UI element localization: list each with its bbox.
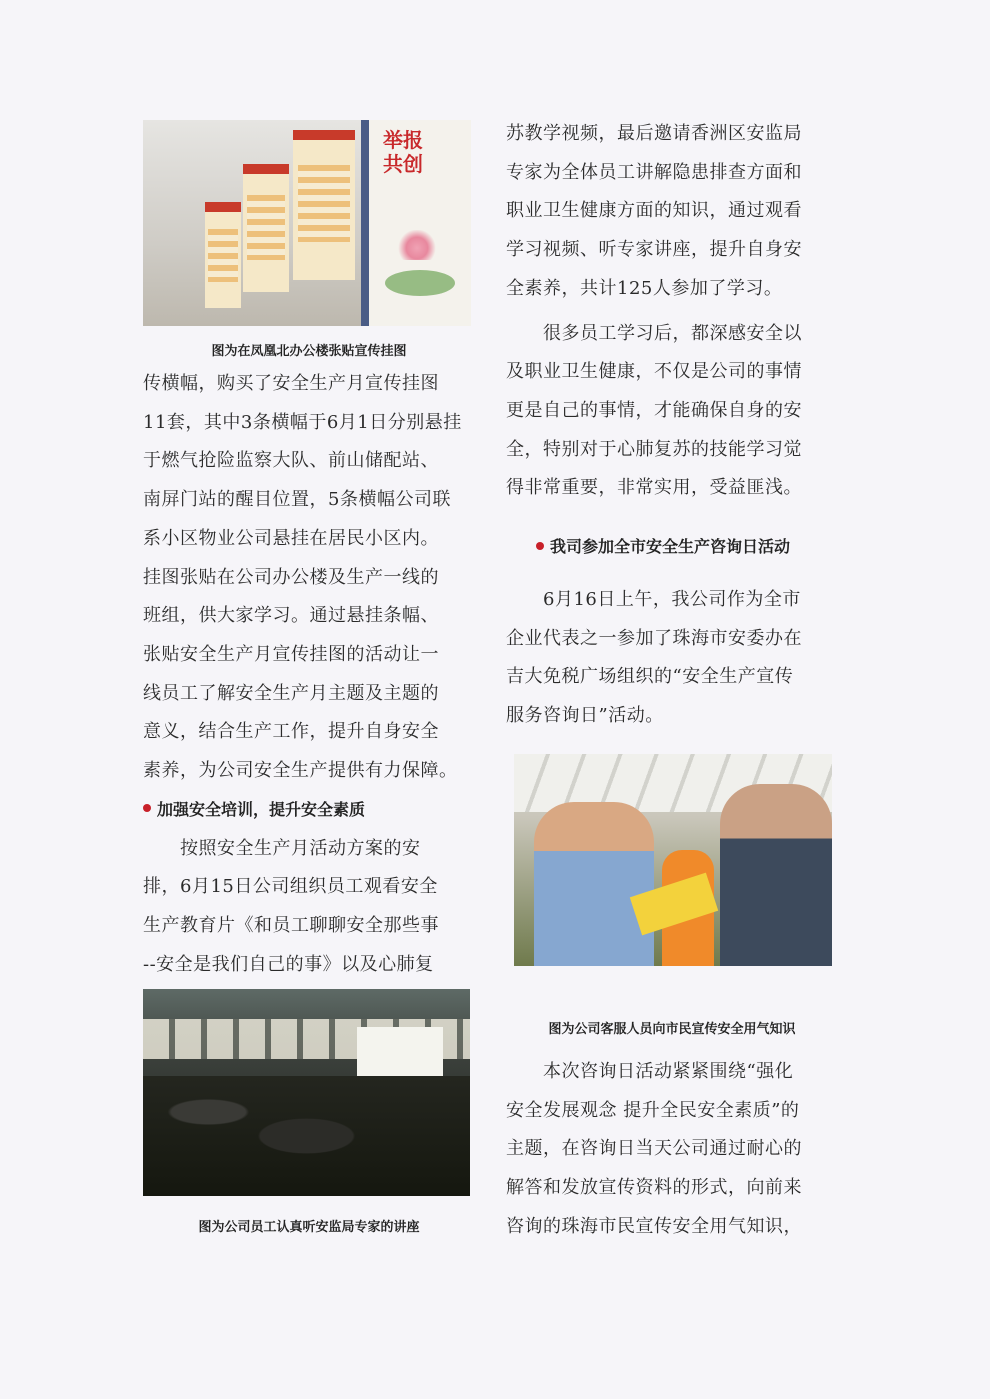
caption-posters: 图为在凤凰北办公楼张贴宣传挂图 (211, 344, 407, 359)
consultation-photo (514, 754, 832, 966)
text-line: 系小区物业公司悬挂在居民小区内。 (143, 527, 439, 549)
text-line: 职业卫生健康方面的知识，通过观看 (506, 200, 802, 222)
text-line: 服务咨询日”活动。 (506, 705, 664, 727)
text-line: 咨询的珠海市民宣传安全用气知识， (506, 1215, 802, 1237)
text-line: 素养，为公司安全生产提供有力保障。 (143, 760, 458, 782)
staff-member (534, 802, 654, 966)
text-line: 全素养，共计125人参加了学习。 (506, 277, 783, 299)
text-line: 传横幅，购买了安全生产月宣传挂图 (143, 373, 439, 394)
text-line: 线员工了解安全生产月主题及主题的 (143, 682, 439, 704)
text-line: 意义，结合生产工作，提升自身安全 (143, 721, 439, 743)
text-line: 班组，供大家学习。通过悬挂条幅、 (143, 605, 439, 627)
bullet-icon (536, 542, 544, 550)
heading-text: 加强安全培训，提升安全素质 (157, 799, 366, 819)
poster (205, 202, 241, 308)
text-line: 很多员工学习后，都深感安全以 (506, 322, 802, 344)
left-paragraph-1 (143, 365, 475, 791)
projection-screen (357, 1027, 443, 1079)
posters-photo (143, 120, 471, 326)
text-line: 专家为全体员工讲解隐患排查方面和 (506, 161, 802, 183)
text-line: --安全是我们自己的事》以及心肺复 (143, 953, 434, 975)
text-line: 南屏门站的醒目位置，5条横幅公司联 (143, 489, 451, 511)
text-line: 安全发展观念 提升全民安全素质”的 (506, 1099, 800, 1121)
audience (143, 1076, 470, 1196)
text-line: 按照安全生产月活动方案的安 (143, 837, 421, 859)
poster (243, 164, 289, 292)
poster (293, 130, 355, 280)
citizen (720, 784, 832, 966)
text-line: 主题，在咨询日当天公司通过耐心的 (506, 1138, 802, 1160)
heading-text: 我司参加全市安全生产咨询日活动 (550, 537, 791, 557)
text-line: 生产教育片《和员工聊聊安全那些事 (143, 915, 439, 937)
text-line: 全，特别对于心肺复苏的技能学习觉 (506, 438, 802, 460)
right-paragraph-3 (506, 581, 838, 736)
text-line: 吉大免税广场组织的“安全生产宣传 (506, 666, 794, 688)
section-heading-training (143, 797, 475, 820)
section-heading-consultation (536, 534, 838, 557)
left-column (143, 120, 475, 1235)
right-paragraph-4 (506, 1053, 838, 1247)
text-line: 本次咨询日活动紧紧围绕“强化 (506, 1060, 794, 1082)
text-line: 于燃气抢险监察大队、前山储配站、 (143, 450, 439, 472)
right-paragraph-2 (506, 315, 838, 509)
text-line: 排，6月15日公司组织员工观看安全 (143, 876, 438, 898)
caption-lecture: 图为公司员工认真听安监局专家的讲座 (198, 1219, 420, 1235)
report-poster-frame (361, 120, 471, 326)
left-paragraph-2 (143, 830, 475, 985)
leaf-icon (385, 270, 455, 296)
bullet-icon (143, 804, 151, 812)
text-line: 更是自己的事情，才能确保自身的安 (506, 399, 802, 421)
caption-consultation: 图为公司客服人员向市民宣传安全用气知识 (548, 1021, 796, 1037)
text-line: 学习视频、听专家讲座，提升自身安 (506, 239, 802, 261)
text-line: 企业代表之一参加了珠海市安委办在 (506, 627, 802, 649)
text-line: 张贴安全生产月宣传挂图的活动让一 (143, 643, 439, 665)
lotus-icon (397, 230, 437, 260)
lecture-photo (143, 989, 470, 1196)
text-line: 11套，其中3条横幅于6月1日分别悬挂 (143, 411, 462, 433)
text-line: 苏教学视频，最后邀请香洲区安监局 (506, 123, 802, 144)
right-paragraph-1 (506, 115, 838, 309)
text-line: 挂图张贴在公司办公楼及生产一线的 (143, 566, 439, 588)
poster-headline: 举报 共创 (383, 128, 423, 176)
text-line: 得非常重要，非常实用，受益匪浅。 (506, 477, 802, 499)
text-line: 及职业卫生健康，不仅是公司的事情 (506, 361, 802, 383)
text-line: 解答和发放宣传资料的形式，向前来 (506, 1176, 802, 1198)
right-column (506, 115, 838, 1246)
text-line: 6月16日上午，我公司作为全市 (506, 589, 801, 611)
